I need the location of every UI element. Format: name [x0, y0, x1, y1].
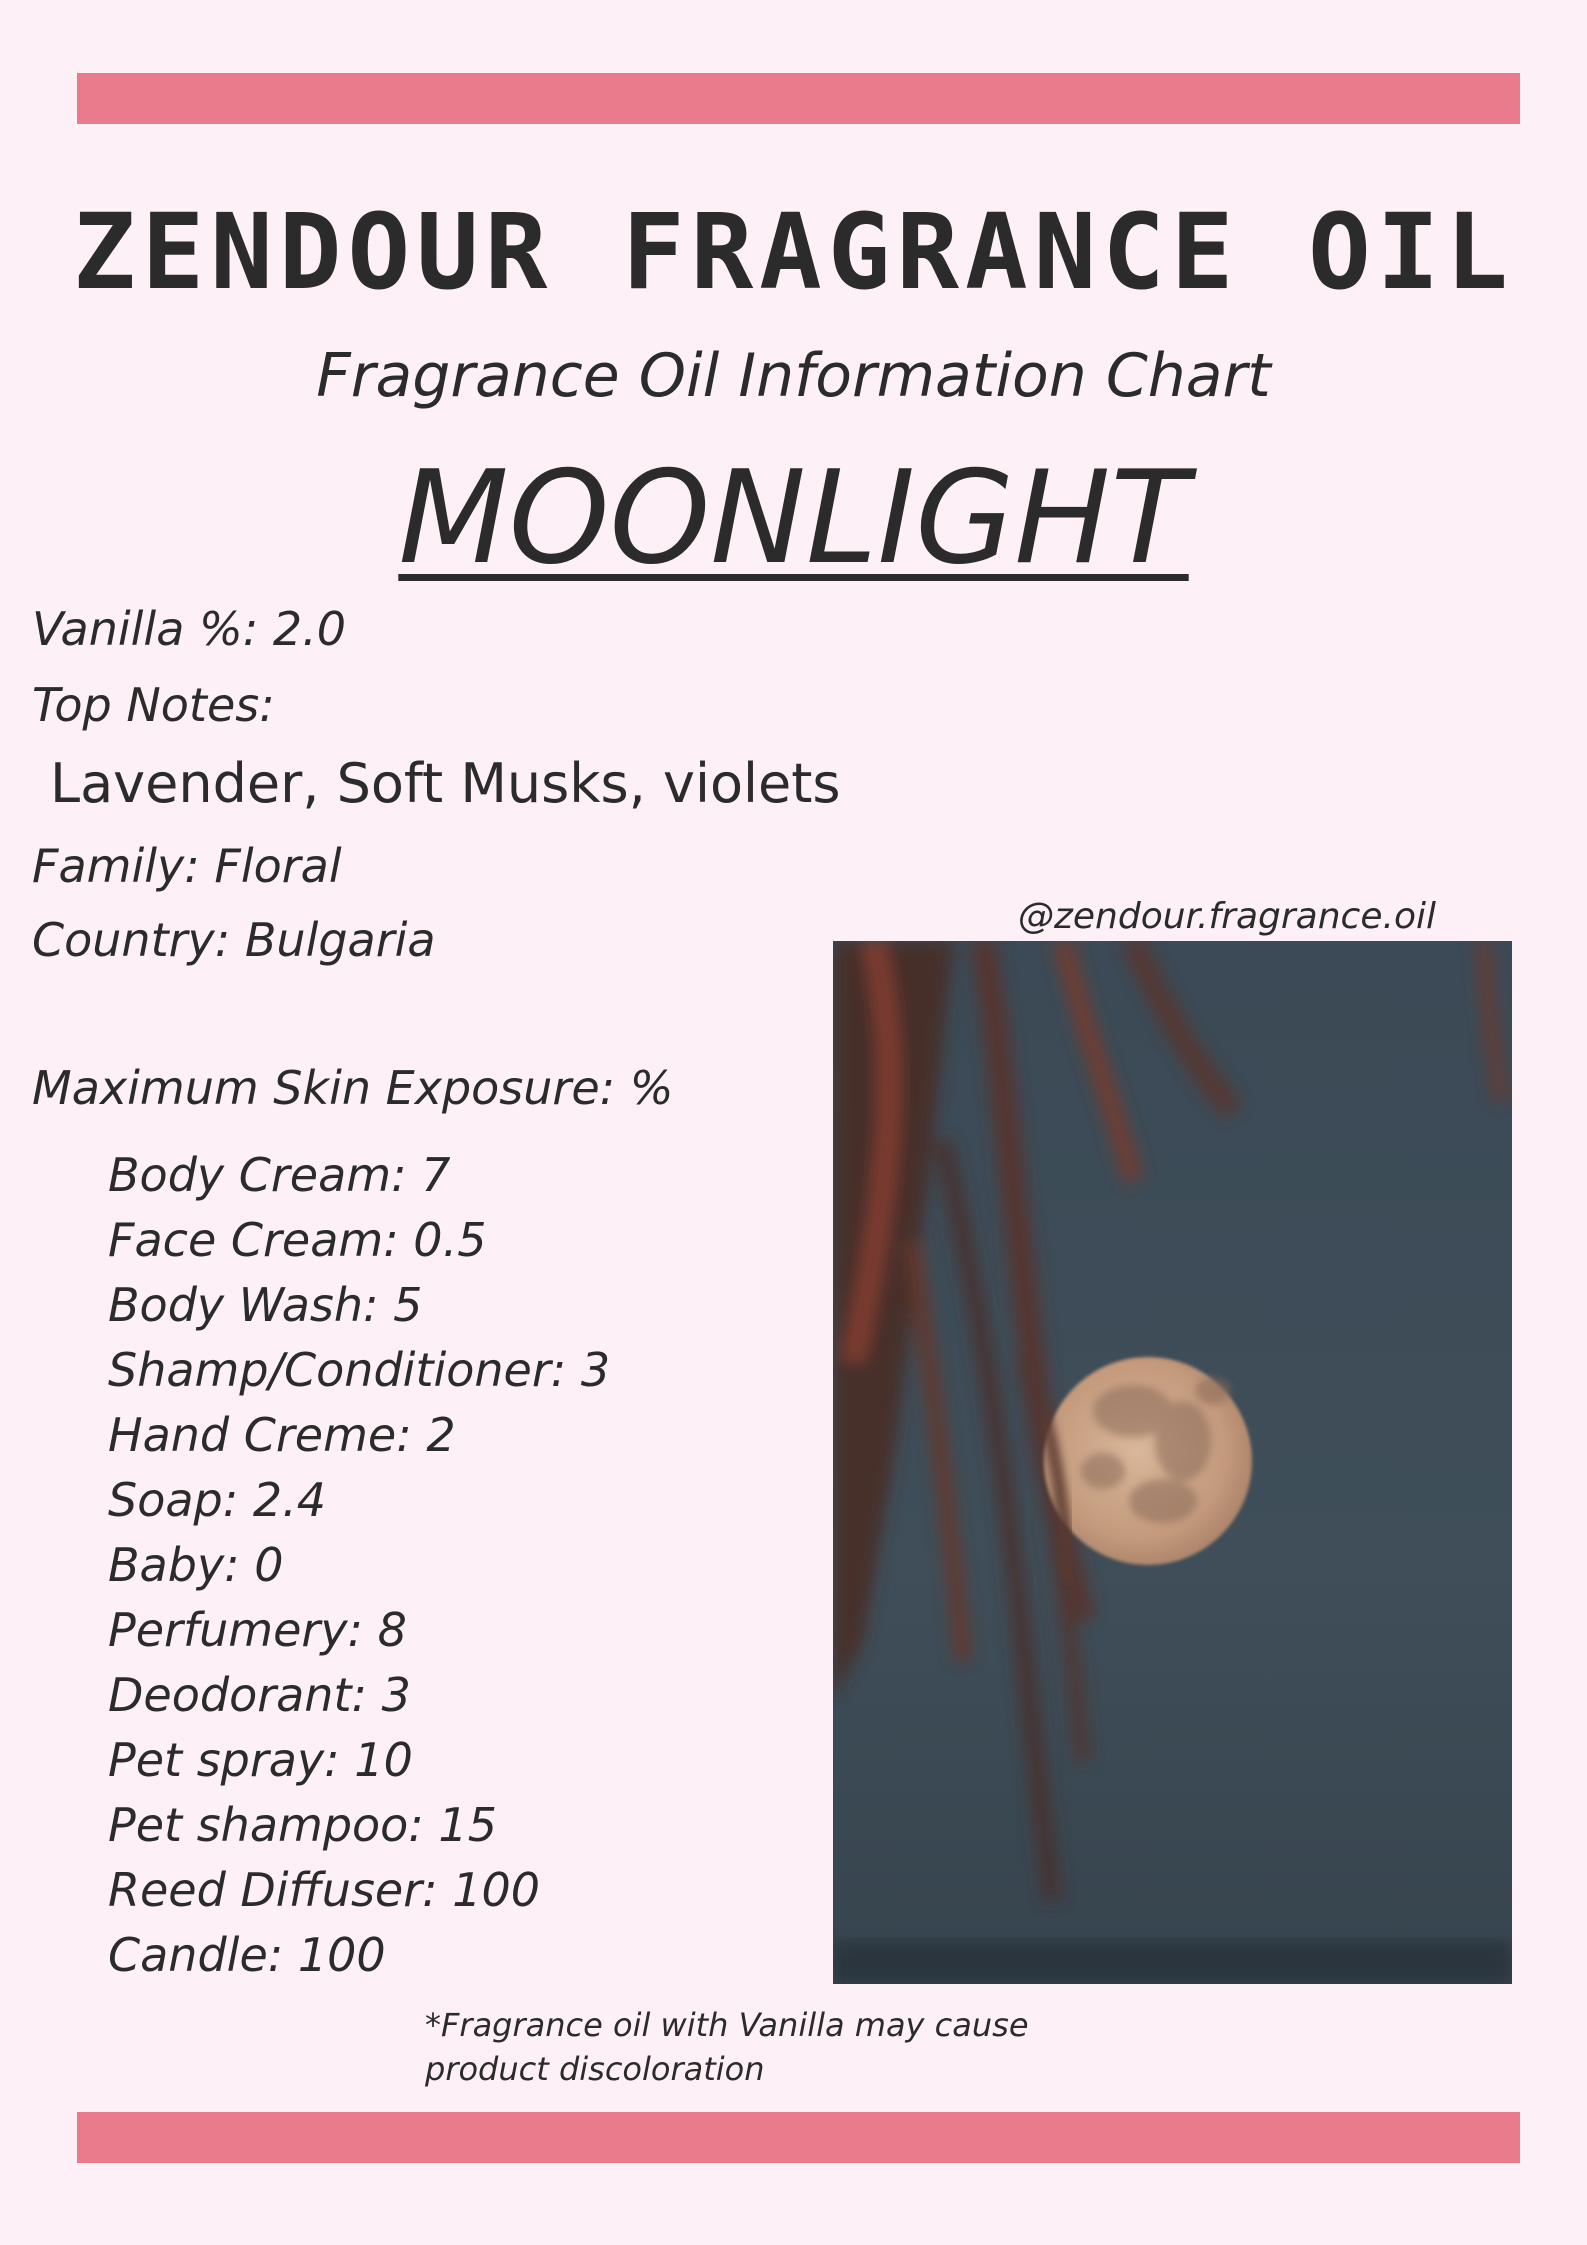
top-notes-label: Top Notes: [32, 678, 275, 732]
product-name: MOONLIGHT [398, 444, 1189, 593]
vanilla-disclaimer: *Fragrance oil with Vanilla may cause product discoloration [425, 2006, 1029, 2088]
exposure-list [108, 1143, 610, 1988]
moon-photo [833, 941, 1512, 1984]
list-item: Reed Diffuser: 100 [108, 1863, 541, 1917]
list-item: Pet spray: 10 [108, 1733, 413, 1787]
full-moon-photo-icon [833, 941, 1512, 1984]
list-item: Deodorant: 3 [108, 1668, 411, 1722]
list-item: Hand Creme: 2 [108, 1408, 456, 1462]
list-item: Face Cream: 0.5 [108, 1213, 487, 1267]
list-item: Soap: 2.4 [108, 1473, 327, 1527]
list-item: Perfumery: 8 [108, 1603, 407, 1657]
bottom-accent-bar [77, 2112, 1520, 2163]
vanilla-percent: Vanilla %: 2.0 [32, 602, 347, 656]
top-notes-value: Lavender, Soft Musks, violets [50, 752, 841, 815]
list-item: Shamp/Conditioner: 3 [108, 1343, 611, 1397]
list-item: Body Cream: 7 [108, 1148, 451, 1202]
social-handle: @zendour.fragrance.oil [1018, 896, 1436, 937]
country-field: Country: Bulgaria [32, 913, 436, 967]
exposure-heading: Maximum Skin Exposure: % [32, 1061, 674, 1115]
top-accent-bar [77, 73, 1520, 124]
list-item: Candle: 100 [108, 1928, 386, 1982]
product-name-heading [0, 445, 1587, 592]
list-item: Pet shampoo: 15 [108, 1798, 497, 1852]
list-item: Baby: 0 [108, 1538, 284, 1592]
family-field: Family: Floral [32, 839, 342, 893]
brand-title: ZENDOUR FRAGRANCE OIL [73, 191, 1514, 313]
chart-subtitle: Fragrance Oil Information Chart [316, 341, 1271, 411]
list-item: Body Wash: 5 [108, 1278, 423, 1332]
